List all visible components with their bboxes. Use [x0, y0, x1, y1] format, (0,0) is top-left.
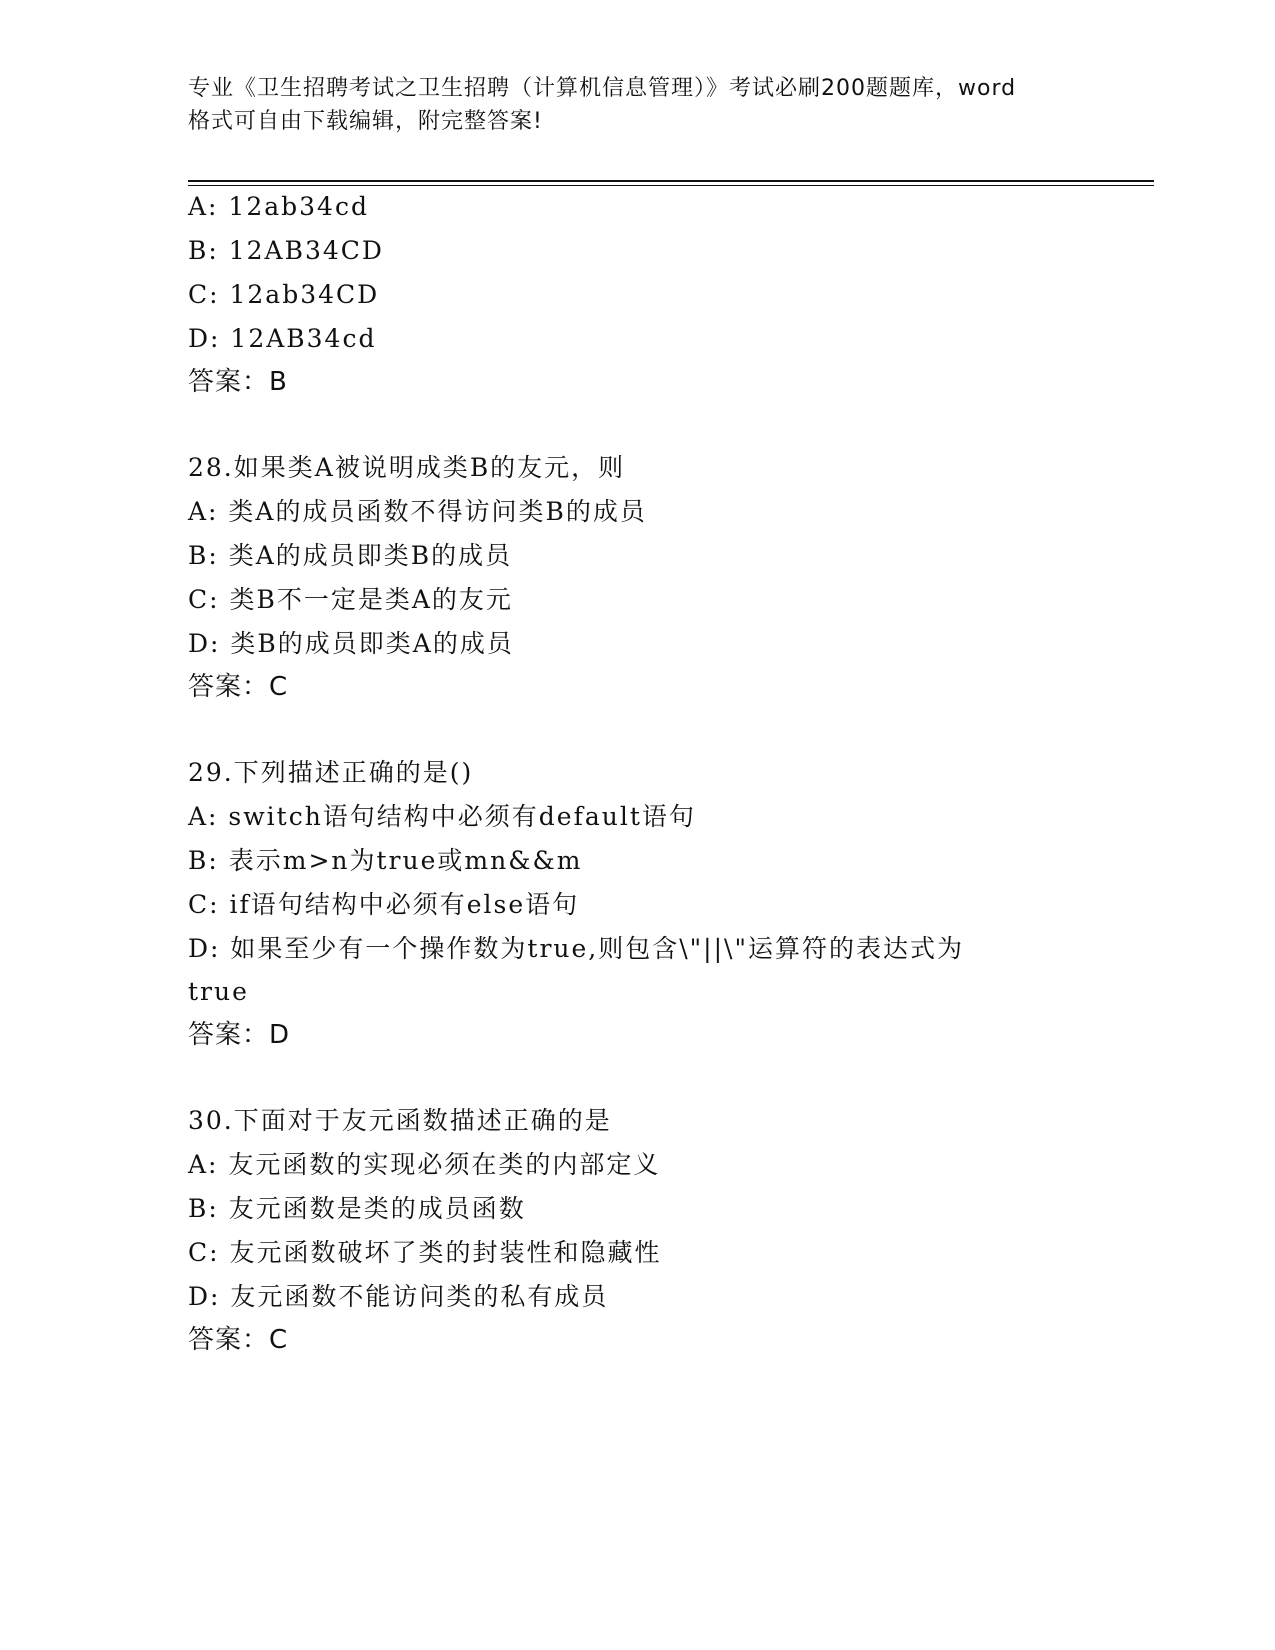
q30-option-a: A: 友元函数的实现必须在类的内部定义 [188, 1150, 661, 1179]
q29-answer: 答案：D [188, 1020, 291, 1050]
q27-option-d: D: 12AB34cd [188, 324, 377, 353]
q29-option-d-line-2: true [188, 977, 249, 1006]
q27-option-b: B: 12AB34CD [188, 236, 384, 265]
q30-option-b: B: 友元函数是类的成员函数 [188, 1194, 526, 1223]
q30-stem: 30.下面对于友元函数描述正确的是 [188, 1106, 612, 1135]
q28-option-b: B: 类A的成员即类B的成员 [188, 541, 513, 570]
q27-answer: 答案：B [188, 367, 288, 397]
q27-option-a: A: 12ab34cd [188, 192, 369, 221]
q29-stem: 29.下列描述正确的是() [188, 758, 474, 787]
q28-stem: 28.如果类A被说明成类B的友元，则 [188, 453, 626, 482]
q30-answer: 答案：C [188, 1325, 289, 1355]
header-title-line-2: 格式可自由下载编辑，附完整答案! [188, 109, 543, 134]
q28-answer: 答案：C [188, 672, 289, 702]
q28-option-a: A: 类A的成员函数不得访问类B的成员 [188, 497, 647, 526]
q29-option-c: C: if语句结构中必须有else语句 [188, 890, 580, 919]
q30-option-d: D: 友元函数不能访问类的私有成员 [188, 1282, 609, 1311]
q28-option-c: C: 类B不一定是类A的友元 [188, 585, 513, 614]
q29-option-b: B: 表示m>n为true或mn&&m [188, 846, 583, 875]
document-header [188, 72, 1088, 138]
q29-option-d-line-1: D: 如果至少有一个操作数为true,则包含\"||\"运算符的表达式为 [188, 934, 964, 963]
header-title-line-1: 专业《卫生招聘考试之卫生招聘（计算机信息管理）》考试必刷200题题库，word [188, 76, 1017, 101]
header-divider-thick [188, 180, 1154, 182]
q27-option-c: C: 12ab34CD [188, 280, 380, 309]
q29-option-a: A: switch语句结构中必须有default语句 [188, 802, 696, 831]
q28-option-d: D: 类B的成员即类A的成员 [188, 629, 514, 658]
q30-option-c: C: 友元函数破坏了类的封装性和隐藏性 [188, 1238, 662, 1267]
header-divider-thin [188, 185, 1154, 186]
